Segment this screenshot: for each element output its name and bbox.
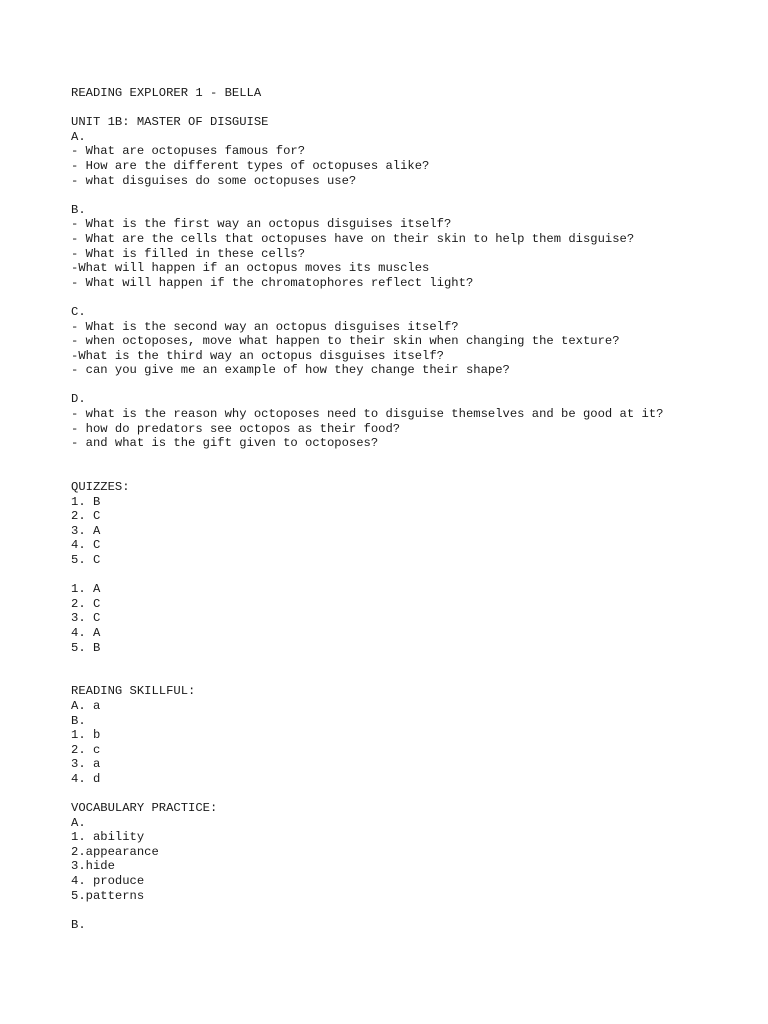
text-line: B. (71, 202, 86, 217)
text-line: 1. ability (71, 830, 145, 845)
text-line: - can you give me an example of how they change their shape? (71, 363, 510, 378)
text-line: - What are the cells that octopuses have on their skin to help them disguise? (71, 231, 635, 246)
text-line: - How are the different types of octopuses alike? (71, 158, 430, 173)
text-line: 1. A (71, 582, 101, 597)
text-line: 2. C (71, 596, 101, 611)
text-line: 2. c (71, 742, 101, 757)
text-line: - What will happen if the chromatophores reflect light? (71, 275, 474, 290)
blank-line (71, 903, 663, 918)
text-line: 4. produce (71, 874, 145, 889)
text-line: READING SKILLFUL: (71, 684, 196, 699)
blank-line (71, 101, 663, 116)
text-line: 5. B (71, 640, 101, 655)
text-line: - and what is the gift given to octoposes? (71, 436, 379, 451)
text-line: - What is filled in these cells? (71, 246, 306, 261)
text-line: 3. A (71, 523, 101, 538)
text-line: B. (71, 917, 86, 932)
text-line: 3. a (71, 757, 101, 772)
text-line: 4. d (71, 771, 101, 786)
text-line: UNIT 1B: MASTER OF DISGUISE (71, 115, 269, 130)
text-line: -What will happen if an octopus moves its muscles (71, 261, 430, 276)
text-line: - how do predators see octopos as their food? (71, 421, 401, 436)
text-line: 3. C (71, 611, 101, 626)
text-line: - what disguises do some octopuses use? (71, 173, 357, 188)
text-line: D. (71, 392, 86, 407)
blank-line (71, 568, 663, 583)
text-line: 5.patterns (71, 888, 145, 903)
blank-line (71, 378, 663, 393)
text-line: C. (71, 304, 86, 319)
text-line: - What is the second way an octopus disguises itself? (71, 319, 459, 334)
text-line: A. a (71, 698, 101, 713)
text-line: -What is the third way an octopus disguises itself? (71, 348, 444, 363)
text-line: 4. A (71, 625, 101, 640)
blank-line (71, 465, 663, 480)
text-line: VOCABULARY PRACTICE: (71, 801, 218, 816)
text-line: 3.hide (71, 859, 115, 874)
blank-line (71, 188, 663, 203)
blank-line (71, 670, 663, 685)
text-line: - What are octopuses famous for? (71, 144, 306, 159)
text-line: READING EXPLORER 1 - BELLA (71, 86, 262, 100)
document-body (71, 86, 663, 932)
text-line: - What is the first way an octopus disguises itself? (71, 217, 452, 232)
text-line: - when octoposes, move what happen to their skin when changing the texture? (71, 334, 620, 349)
blank-line (71, 451, 663, 466)
text-line: 2. C (71, 509, 101, 524)
blank-line (71, 655, 663, 670)
text-line: 1. b (71, 728, 101, 743)
text-line: 4. C (71, 538, 101, 553)
text-line: B. (71, 713, 86, 728)
blank-line (71, 787, 663, 802)
text-line: A. (71, 129, 86, 144)
text-line: QUIZZES: (71, 480, 130, 495)
text-line: A. (71, 815, 86, 830)
text-line: 2.appearance (71, 844, 159, 859)
text-line: 1. B (71, 494, 101, 509)
text-line: 5. C (71, 553, 101, 567)
blank-line (71, 290, 663, 305)
text-line: - what is the reason why octoposes need to disguise themselves and be good at it? (71, 407, 664, 422)
